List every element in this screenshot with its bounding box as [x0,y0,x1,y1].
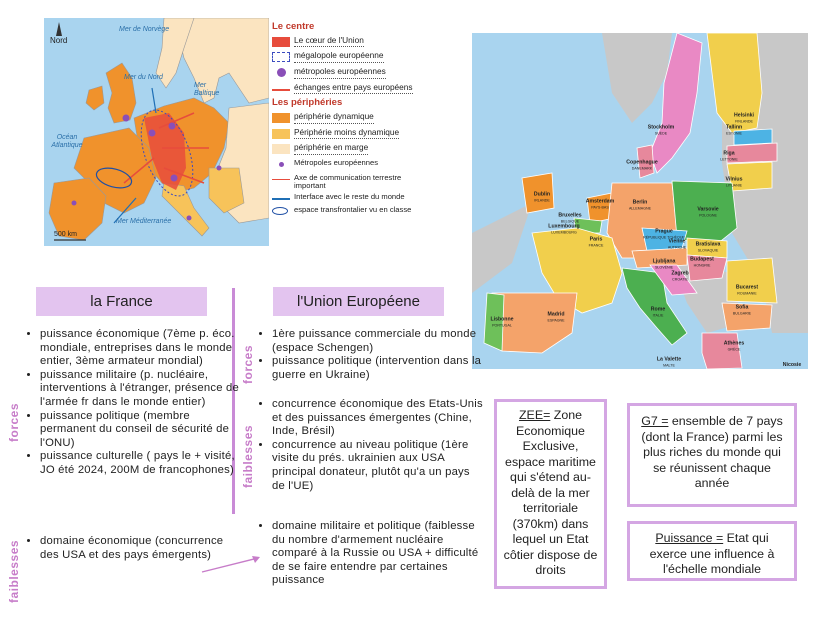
axis-arrow-icon [272,175,290,185]
city-label [629,200,651,211]
list-item: • 1ère puissance commerciale du monde (espace Schengen) [272,328,486,355]
city-label [626,160,657,171]
city-label [783,363,801,369]
country-name: LITUANIE [725,183,743,187]
city-name: Paris [589,236,603,243]
city-name: Luxembourg [548,223,580,230]
map2-labels [472,33,808,369]
country-name: BULGARIE [732,311,752,315]
city-label [668,239,686,250]
country-name: FRANCE [588,243,604,247]
legend-less-dynamic: Périphérie moins dynamique [272,128,422,140]
city-name: Budapest [690,256,714,263]
france-faiblesses-label: faiblesses [7,539,21,603]
city-name: Bruxelles [558,212,582,219]
city-name: Riga [723,150,735,157]
scale-label: 500 km [54,231,77,238]
zee-term: ZEE= [518,408,551,422]
exchange-arrow-icon [272,84,290,94]
city-label [648,125,675,136]
list-item: • puissance politique (membre permanent du conseil de sécurité de l'ONU) [40,410,240,451]
city-name: Lisbonne [490,316,514,323]
megalopolis-swatch [272,52,290,62]
city-label [726,177,743,188]
country-name: LUXEMBOURG [551,230,577,234]
city-name: Copenhague [626,159,658,166]
country-name: SLOVAQUIE [697,248,719,252]
list-item: • domaine économique (concurrence des USA et des pays émergents) [40,535,236,562]
ue-forces-label: forces [241,344,255,384]
list-item: • concurrence économique des Etats-Unis et des puissances émergentes (Chine, Inde, Brésil) [272,398,486,439]
country-name: DANEMARK [631,166,653,170]
legend-periph-title: Les périphéries [272,97,343,109]
city-label [657,357,681,368]
crossborder-ellipse-icon [272,207,290,217]
country-name: ROUMANIE [737,291,757,295]
legend-dynamic: périphérie dynamique [272,112,422,124]
legend-core: Le cœur de l'Union [272,36,422,48]
city-name: Berlin [632,199,648,206]
list-item: • puissance culturelle ( pays le + visité, JO été 2024, 200M de francophones) [40,450,240,477]
legend-crossborder: espace transfrontalier vu en classe [272,206,422,217]
list-item: • puissance militaire (p. nucléaire, interventions à l'étranger, présence de l'armée fr dans le monde entier) [40,369,240,410]
north-label: Nord [50,36,68,45]
legend-center-title: Le centre [272,21,315,32]
france-forces-list [24,328,240,478]
country-name: CROATIE [672,277,688,281]
north-arrow-icon [56,22,62,36]
country-name: SUÈDE [654,131,668,135]
metropole-small-dot-icon [272,160,290,170]
north-sea-label: Mer du Nord [124,74,163,81]
sea-norway-label: Mer de Norvège [119,26,170,33]
country-name: BELGIQUE [560,219,580,223]
ue-title: l'Union Européene [273,287,444,316]
city-label [733,305,751,316]
city-name: Bratislava [695,241,721,248]
g7-definition: ensemble de 7 pays (dont la France) parmi les plus riches du monde qui se réunissent chaque année [641,414,783,490]
legend-interface: Interface avec le reste du monde [272,193,422,204]
list-item: • puissance économique (7ème p. éco. mondiale, entreprises dans le monde entier, 3ème armateur mondial) [40,328,240,369]
dynamic-swatch [272,113,290,123]
city-label [534,192,550,203]
city-label [586,199,615,210]
country-name: PORTUGAL [492,323,512,327]
g7-term: G7 = [641,414,669,428]
country-name: FINLANDE [735,119,753,123]
country-name: PAYS-BAS [591,205,609,209]
legend-metropoles: métropoles européennes [272,67,422,79]
city-label [490,317,513,328]
country-name: SLOVÉNIE [655,265,673,269]
europe-center-periphery-map [44,18,269,246]
puissance-definition: Etat qui exerce une influence à l'échelle mondiale [649,531,775,576]
city-name: Zagreb [671,270,689,277]
ue-faiblesses-label: faiblesses [241,424,255,488]
legend-metropoles2: Métropoles européennes [272,159,422,170]
ue-faiblesses-list [256,398,486,493]
zee-definition-box [494,399,607,589]
country-name: AUTRICHE [667,245,687,249]
city-name: Rome [650,306,666,313]
country-name: IRLANDE [534,198,550,202]
map-legend [272,22,422,221]
city-name: Nicosie [782,362,802,369]
city-label [589,237,604,248]
city-label [697,207,718,218]
city-label [726,125,742,136]
puissance-definition-box [627,521,797,581]
margin-swatch [272,144,290,154]
legend-axis: Axe de communication terrestre important [272,174,422,191]
city-label [547,312,564,323]
ue-faiblesses2-list [256,520,486,588]
france-title: la France [36,287,207,316]
country-name: POLOGNE [699,213,717,217]
country-name: MALTE [663,363,675,367]
city-name: Bucarest [735,284,759,291]
baltic-label: Mer Baltique [194,82,220,97]
city-label [671,271,688,282]
legend-megalopolis: mégalopole européenne [272,51,422,63]
city-name: Ljubljana [652,258,676,265]
city-name: Stockholm [647,124,675,131]
legend-margin: périphérie en marge [272,143,422,155]
country-name: RÉPUBLIQUE TCHÈQUE [643,235,685,239]
core-swatch [272,37,290,47]
country-name: LETTONIE [720,157,738,161]
city-name: Tallinn [725,124,743,131]
city-label [651,307,665,318]
city-label [734,113,754,124]
legend-exchanges: échanges entre pays européens [272,83,422,95]
list-item: • domaine militaire et politique (faiblesse du nombre d'armement nucléaire comparé à la Russie ou USA + difficulté de se faire entendre par certaines puissance [272,520,486,588]
atlantic-label: Océan Atlantique [51,134,83,149]
city-name: Amsterdam [585,198,615,205]
country-name: GRÈCE [727,347,741,351]
city-name: Dublin [533,191,551,198]
country-name: ESTONIE [726,131,742,135]
city-name: Helsinki [734,112,754,119]
city-label [696,242,721,253]
country-name: ALLEMAGNE [629,206,651,210]
interface-arrow-icon [272,194,290,204]
ue-forces-list [256,328,486,382]
north-indicator [50,22,67,45]
country-name: HONGRIE [693,263,711,267]
list-item: • puissance politique (intervention dans la guerre en Ukraine) [272,355,486,382]
less-dynamic-swatch [272,129,290,139]
city-name: Madrid [547,311,565,318]
city-name: Sofia [735,304,749,311]
g7-definition-box [627,403,797,507]
city-label [653,259,676,270]
city-name: La Valette [656,356,682,363]
city-label [548,224,579,235]
country-name: ITALIE [652,313,664,317]
city-label [724,341,744,352]
country-name: ESPAGNE [547,318,565,322]
city-name: Prague [655,228,673,235]
france-forces-label: forces [7,402,21,442]
city-label [690,257,714,268]
list-item: • concurrence au niveau politique (1ère visite du prés. ukrainien aux USA principal donateur, plutôt qu'a un pays de l'UE) [272,439,486,493]
city-name: Vienne [668,238,686,245]
map1-drawing [44,18,269,246]
city-name: Varsovie [697,206,719,213]
city-name: Vilnius [725,176,743,183]
city-label [736,285,758,296]
zee-definition: Zone Economique Exclusive, espace maritime qui s'étend au-delà de la mer territoriale (370km) dans lequel un Etat côtier dispose de droits [503,408,598,577]
puissance-term: Puissance = [655,531,724,545]
mediterranean-label: Mer Méditerranée [116,218,172,225]
city-name: Athènes [723,340,745,347]
city-label [720,151,738,162]
metropole-dot-icon [272,68,290,78]
